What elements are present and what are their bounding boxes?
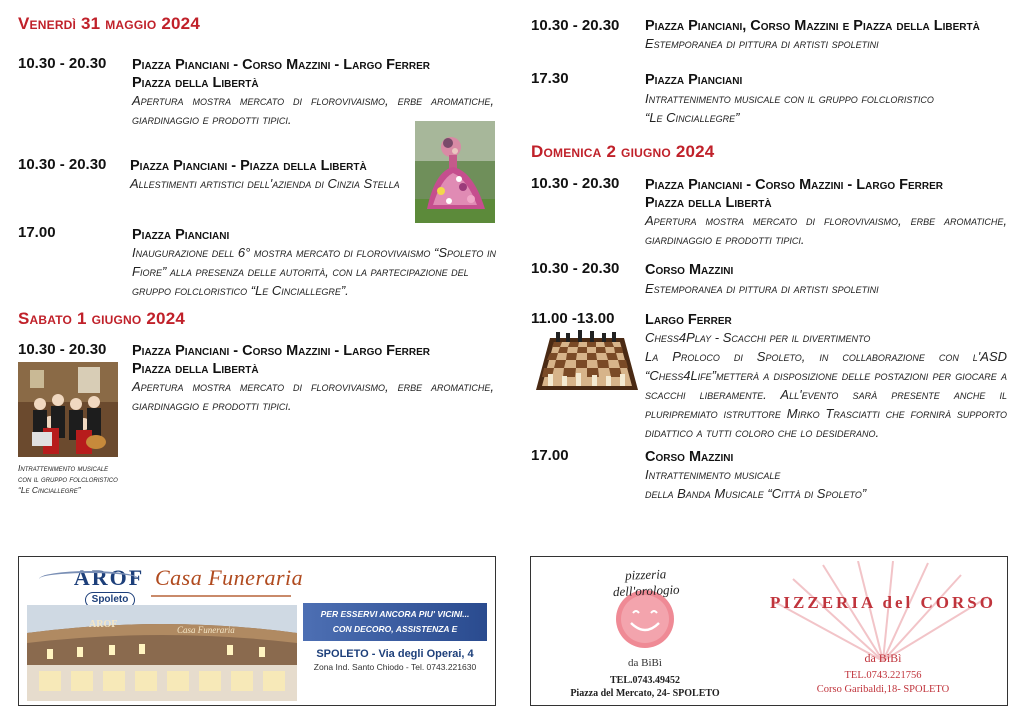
event-time: 10.30 - 20.30 bbox=[531, 260, 620, 277]
caption-line-1: Intrattenimento musicale bbox=[18, 463, 109, 473]
arof-building-logo: AROF bbox=[89, 619, 118, 630]
day-title-sabato: Sabato 1 giugno 2024 bbox=[18, 309, 186, 328]
place-line-1: Piazza Pianciani - Corso Mazzini - Largo Ferrer bbox=[132, 343, 431, 359]
event-time: 17.30 bbox=[531, 70, 569, 87]
event-place: Corso Mazzini bbox=[645, 449, 734, 465]
orologio-by: da BiBì bbox=[628, 657, 662, 669]
desc-line-1: Intrattenimento musicale bbox=[645, 467, 781, 482]
event-place bbox=[132, 342, 502, 378]
corso-section bbox=[763, 561, 1003, 701]
event-desc: Inaugurazione dell 6° mostra mercato di florovivaismo “Spoleto in Fiore” alla presenza delle autorità, con la partecipazione del gruppo folcloristico “Le Cinciallegre”. bbox=[132, 245, 496, 298]
event-time: 17.00 bbox=[18, 224, 56, 241]
arof-address-line-2: Zona Ind. Santo Chiodo - Tel. 0743.221630 bbox=[313, 662, 477, 672]
orologio-tel: TEL.0743.49452 bbox=[609, 675, 680, 686]
event-desc: Estemporanea di pittura di artisti spoletini bbox=[645, 36, 879, 51]
chessboard-photo bbox=[532, 330, 640, 400]
place-line-2: Piazza della Libertà bbox=[645, 195, 772, 211]
arof-logo-text: AROF bbox=[73, 565, 145, 590]
event-desc: Apertura mostra mercato di florovivaismo, erbe aromatiche, giardinaggio e prodotti tipici. bbox=[132, 93, 494, 127]
event-place: Piazza Pianciani, Corso Mazzini e Piazza della Libertà bbox=[645, 18, 980, 34]
orologio-name: pizzeria dell'orologio bbox=[612, 566, 680, 600]
arof-building-sign: Casa Funeraria bbox=[177, 625, 235, 635]
arof-address bbox=[303, 647, 487, 674]
flower-dress-photo bbox=[415, 121, 495, 223]
arof-underline bbox=[151, 595, 291, 597]
arof-building bbox=[27, 605, 297, 701]
corso-tel: TEL.0743.221756 bbox=[844, 670, 922, 681]
arof-logo-sub: Spoleto bbox=[85, 592, 135, 608]
event-desc-title: Chess4Play - Scacchi per il divertimento bbox=[645, 330, 871, 345]
day-title-venerdi: Venerdì 31 maggio 2024 bbox=[18, 14, 200, 33]
event-time: 11.00 -13.00 bbox=[531, 310, 615, 327]
caption-line-3: “Le Cinciallegre” bbox=[18, 485, 81, 495]
place-line-1: Piazza Pianciani - Corso Mazzini - Largo Ferrer bbox=[132, 57, 431, 73]
event-time: 10.30 - 20.30 bbox=[18, 156, 107, 173]
event-fri-2 bbox=[18, 156, 418, 196]
event-place bbox=[645, 176, 1015, 212]
place-line-2: Piazza della Libertà bbox=[132, 75, 259, 91]
band-photo-caption bbox=[18, 463, 148, 496]
pizzerie-ad bbox=[530, 556, 1008, 706]
desc-line-1: Intrattenimento musicale con il gruppo folcloristico bbox=[645, 91, 934, 106]
event-desc: Allestimenti artistici dell'azienda di Cinzia Stella bbox=[130, 176, 400, 191]
event-desc-body: La Proloco di Spoleto, in collaborazione con l'ASD “Chess4Life”metterà a disposizione delle postazioni per giocare a scacchi liberamente. All'evento sarà presente anche il pluripremiato istruttore Mirko Trasciatti che fornirà supporto didattico a tutti coloro che lo desiderano. bbox=[645, 349, 1007, 440]
event-place: Piazza Pianciani bbox=[645, 72, 743, 88]
event-sat-2 bbox=[531, 17, 1011, 57]
event-desc: Apertura mostra mercato di florovivaismo, erbe aromatiche, giardinaggio e prodotti tipici. bbox=[645, 213, 1007, 247]
arof-banner bbox=[303, 603, 487, 649]
event-desc: Apertura mostra mercato di florovivaismo, erbe aromatiche, giardinaggio e prodotti tipici. bbox=[132, 379, 494, 413]
event-desc: Estemporanea di pittura di artisti spoletini bbox=[645, 281, 879, 296]
event-time: 10.30 - 20.30 bbox=[18, 341, 107, 358]
place-line-2: Piazza della Libertà bbox=[132, 361, 259, 377]
arof-ad bbox=[18, 556, 496, 706]
event-time: 10.30 - 20.30 bbox=[531, 175, 620, 192]
event-time: 10.30 - 20.30 bbox=[18, 55, 107, 72]
corso-name: PIZZERIA del CORSO bbox=[770, 593, 996, 612]
arof-address-line-1: SPOLETO - Via degli Operai, 4 bbox=[316, 648, 474, 660]
event-place bbox=[132, 56, 502, 92]
event-desc bbox=[645, 89, 1005, 127]
caption-line-2: con il gruppo folcloristico bbox=[18, 474, 118, 484]
banner-line-1: PER ESSERVI ANCORA PIU' VICINI... bbox=[320, 609, 470, 619]
day-title-domenica: Domenica 2 giugno 2024 bbox=[531, 142, 715, 161]
corso-by: da BìBì bbox=[864, 651, 902, 665]
event-sun-1 bbox=[531, 175, 1011, 250]
event-place: Piazza Pianciani - Piazza della Libertà bbox=[130, 158, 367, 174]
desc-line-2: “Le Cinciallegre” bbox=[645, 110, 740, 125]
corso-addr: Corso Garibaldi,18- SPOLETO bbox=[816, 684, 950, 695]
event-place: Corso Mazzini bbox=[645, 262, 734, 278]
event-time: 10.30 - 20.30 bbox=[531, 17, 620, 34]
orologio-section bbox=[545, 561, 745, 701]
event-fri-3 bbox=[18, 224, 498, 299]
arof-title: Casa Funeraria bbox=[155, 565, 304, 590]
event-desc bbox=[645, 465, 1005, 503]
arof-swoosh bbox=[39, 571, 139, 587]
event-time: 17.00 bbox=[531, 447, 569, 464]
place-line-1: Piazza Pianciani - Corso Mazzini - Largo Ferrer bbox=[645, 177, 944, 193]
orologio-addr: Piazza del Mercato, 24- SPOLETO bbox=[570, 688, 720, 699]
banner-line-2: CON DECORO, ASSISTENZA E PROFESSIONALITA' bbox=[332, 624, 458, 649]
band-photo bbox=[18, 362, 118, 457]
event-sun-4 bbox=[531, 447, 1011, 503]
desc-line-2: della Banda Musicale “Città di Spoleto” bbox=[645, 486, 867, 501]
event-sat-3 bbox=[531, 70, 1011, 126]
event-place: Largo Ferrer bbox=[645, 312, 732, 328]
event-place: Piazza Pianciani bbox=[132, 227, 230, 243]
event-sun-2 bbox=[531, 260, 1011, 300]
